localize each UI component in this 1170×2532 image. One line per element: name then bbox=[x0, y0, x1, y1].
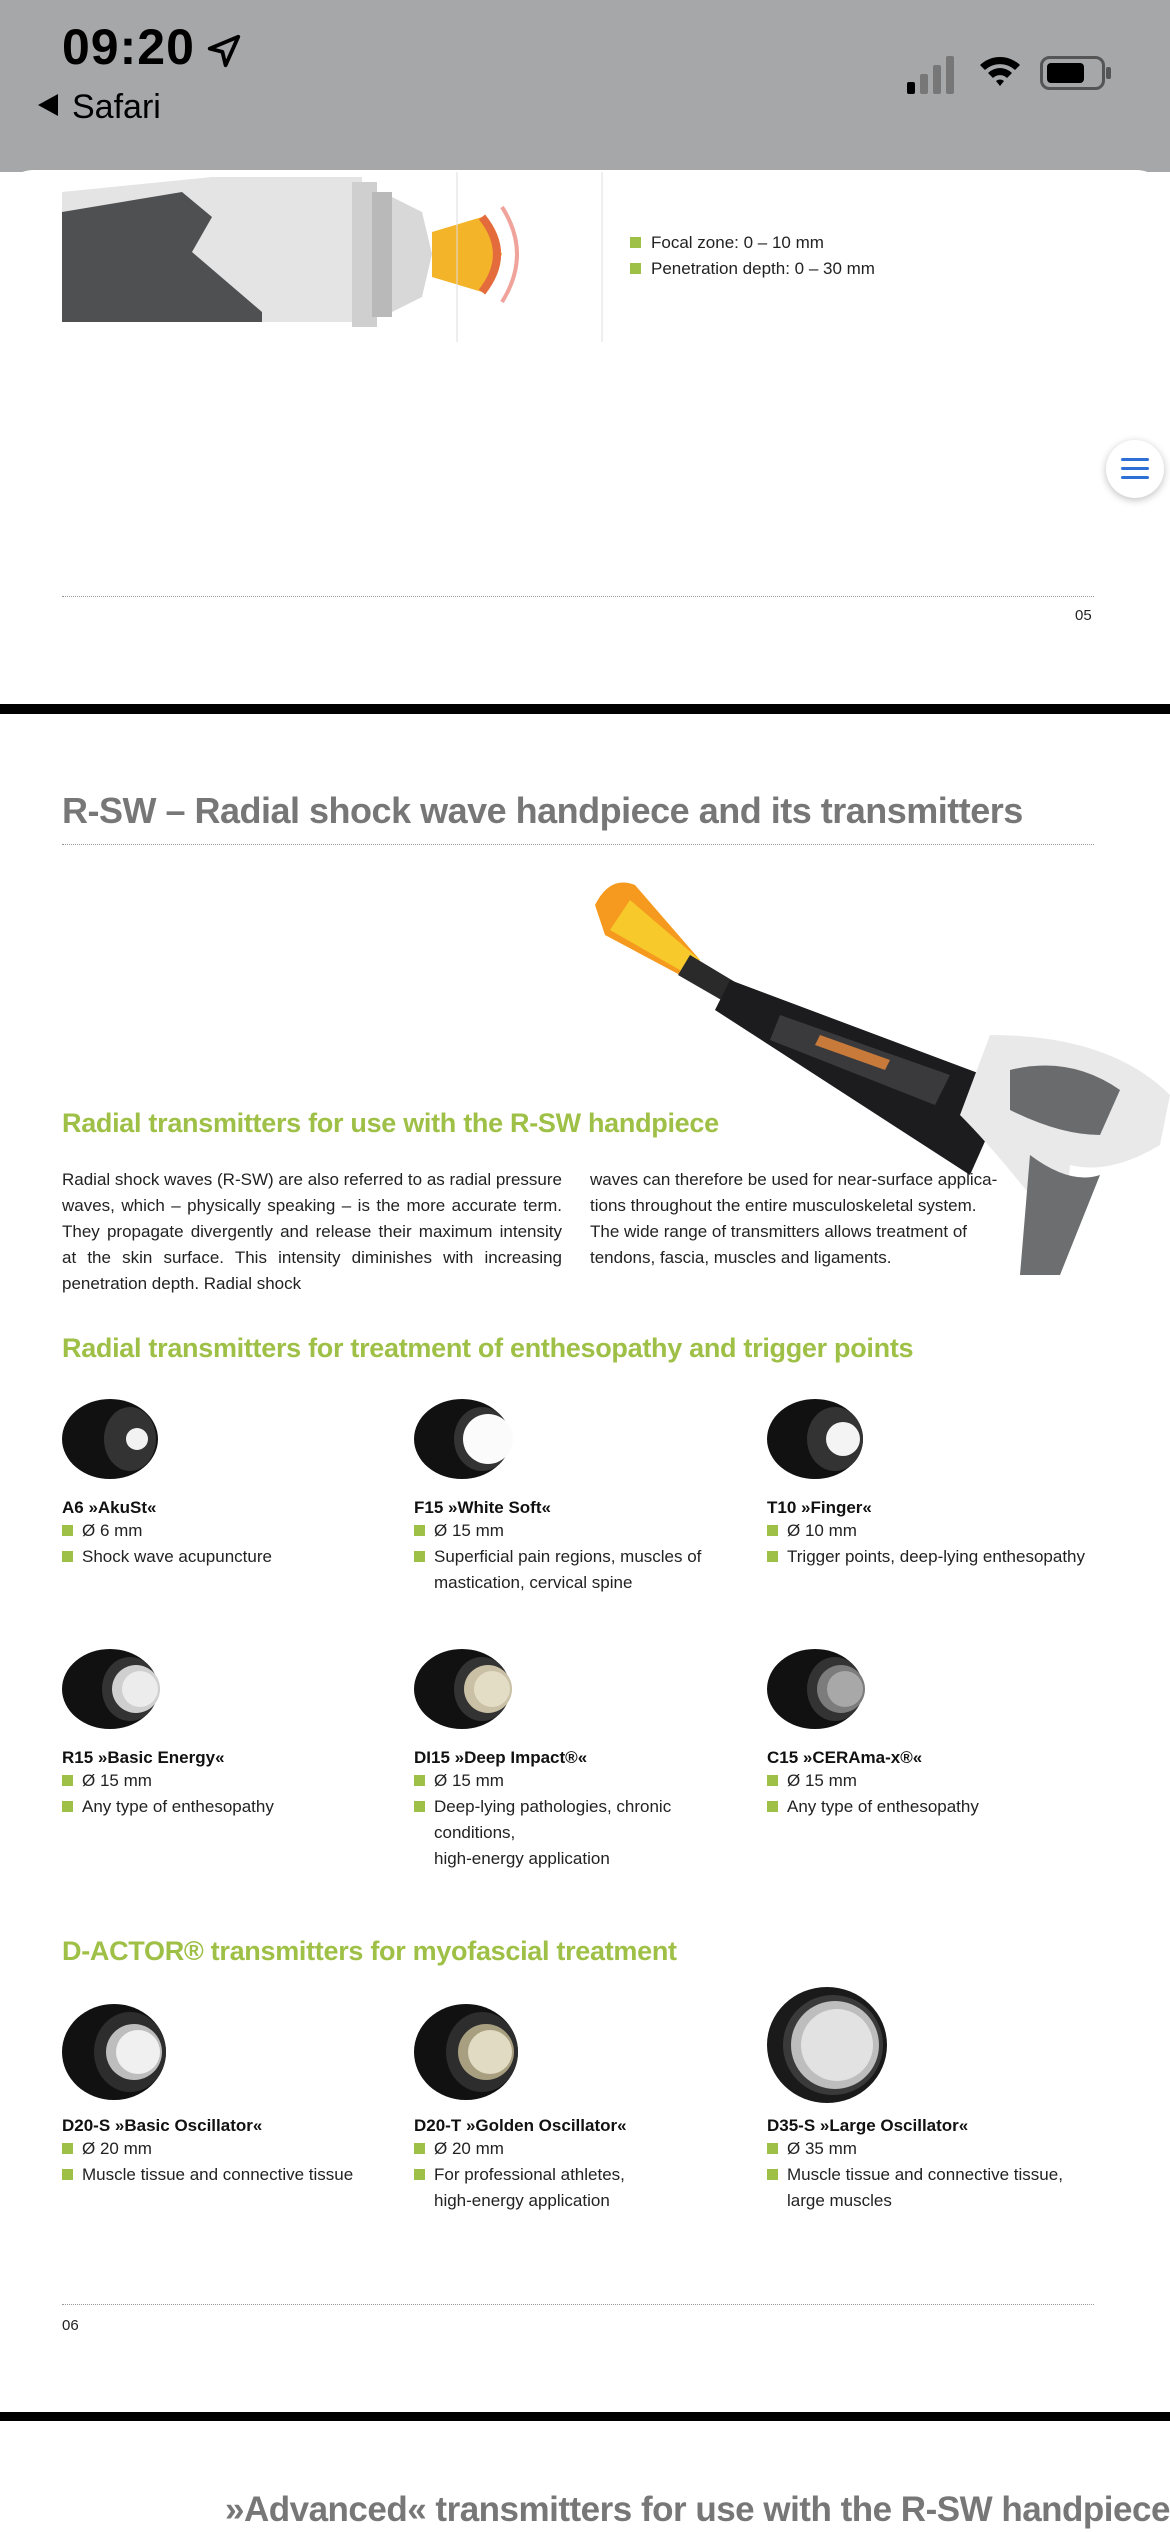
cellular-signal-icon bbox=[907, 54, 957, 94]
back-app-label: Safari bbox=[72, 88, 161, 126]
transmitter-diameter: Ø 15 mm bbox=[414, 1518, 744, 1544]
bullet-square-icon bbox=[767, 1525, 778, 1536]
dactor-d20t-image bbox=[414, 2002, 524, 2102]
bullet-square-icon bbox=[62, 2143, 73, 2154]
transmitter-a6 bbox=[62, 1498, 392, 1570]
transmitter-use: Any type of enthesopathy bbox=[62, 1794, 392, 1820]
transmitter-diameter: Ø 10 mm bbox=[767, 1518, 1127, 1544]
bullet-square-icon bbox=[62, 1801, 73, 1812]
bullet-square-icon bbox=[62, 2169, 73, 2180]
transmitter-name: D20-S »Basic Oscillator« bbox=[62, 2116, 263, 2135]
dactor-d20s bbox=[62, 2116, 392, 2188]
transmitter-name: D35-S »Large Oscillator« bbox=[767, 2116, 969, 2135]
bullet-square-icon bbox=[62, 1525, 73, 1536]
section-heading-radial: Radial transmitters for use with the R-SW handpiece bbox=[62, 1108, 719, 1138]
bullet-square-icon bbox=[414, 2169, 425, 2180]
transmitter-c15 bbox=[767, 1748, 1097, 1820]
bullet-square-icon bbox=[414, 1775, 425, 1786]
bullet-square-icon bbox=[414, 1801, 425, 1812]
bullet-square-icon bbox=[414, 1525, 425, 1536]
page-number: 06 bbox=[62, 2317, 79, 2334]
transmitter-use: For professional athletes, high-energy application bbox=[414, 2162, 744, 2214]
section-heading-dactor: D-ACTOR® transmitters for myofascial treatment bbox=[62, 1936, 677, 1966]
dactor-d20t bbox=[414, 2116, 744, 2214]
transmitter-use: Superficial pain regions, muscles of mastication, cervical spine bbox=[414, 1544, 744, 1596]
transmitter-t10 bbox=[767, 1498, 1127, 1570]
menu-button[interactable] bbox=[1106, 440, 1164, 498]
wifi-icon bbox=[978, 52, 1022, 90]
transmitter-name: D20-T »Golden Oscillator« bbox=[414, 2116, 627, 2135]
transmitter-name: R15 »Basic Energy« bbox=[62, 1748, 225, 1767]
transmitter-diameter: Ø 15 mm bbox=[62, 1768, 392, 1794]
status-time: 09:20 bbox=[62, 19, 195, 75]
transmitter-name: DI15 »Deep Impact®« bbox=[414, 1748, 588, 1767]
bullet-square-icon bbox=[767, 2143, 778, 2154]
transmitter-use: Any type of enthesopathy bbox=[767, 1794, 1097, 1820]
transmitter-di15-image bbox=[414, 1648, 514, 1730]
transmitter-c15-image bbox=[767, 1648, 867, 1730]
focused-handpiece-image bbox=[62, 172, 622, 342]
page-divider bbox=[0, 704, 1170, 714]
bullet-square-icon bbox=[62, 1551, 73, 1562]
page-title: R-SW – Radial shock wave handpiece and its transmitters bbox=[62, 790, 1023, 831]
transmitter-name: C15 »CERAma-x®« bbox=[767, 1748, 923, 1767]
transmitter-diameter: Ø 6 mm bbox=[62, 1518, 392, 1544]
footer-rule bbox=[62, 2304, 1094, 2305]
dactor-d35s-image bbox=[767, 1985, 891, 2105]
page-number: 05 bbox=[1075, 607, 1092, 624]
transmitter-diameter: Ø 15 mm bbox=[767, 1768, 1097, 1794]
bullet-square-icon bbox=[767, 1775, 778, 1786]
transmitter-diameter: Ø 20 mm bbox=[62, 2136, 392, 2162]
dactor-d20s-image bbox=[62, 2002, 172, 2102]
transmitter-name: T10 »Finger« bbox=[767, 1498, 872, 1517]
transmitter-di15 bbox=[414, 1748, 744, 1872]
spec-item: Penetration depth: 0 – 30 mm bbox=[630, 256, 875, 282]
spec-item: Focal zone: 0 – 10 mm bbox=[630, 230, 875, 256]
title-rule bbox=[62, 844, 1094, 845]
back-to-app-button[interactable] bbox=[38, 88, 161, 127]
back-arrow-icon bbox=[38, 94, 58, 116]
bullet-square-icon bbox=[767, 1801, 778, 1812]
intro-column-1: Radial shock waves (R-SW) are also referred to as radial pressure waves, which – physically speaking – is the more accurate term. They propagate divergently and release their maximum intensity at the skin surface. This intensity diminishes with increasing penetration depth. Radial shock bbox=[62, 1170, 562, 1293]
location-arrow-icon bbox=[205, 32, 243, 70]
spec-list bbox=[630, 230, 875, 282]
transmitter-use: Muscle tissue and connective tissue, large muscles bbox=[767, 2162, 1097, 2214]
page-divider bbox=[0, 2412, 1170, 2421]
hamburger-icon bbox=[1121, 458, 1149, 480]
transmitter-name: A6 »AkuSt« bbox=[62, 1498, 157, 1517]
transmitter-name: F15 »White Soft« bbox=[414, 1498, 551, 1517]
bullet-square-icon bbox=[630, 263, 641, 274]
transmitter-diameter: Ø 15 mm bbox=[414, 1768, 744, 1794]
bullet-square-icon bbox=[767, 1551, 778, 1562]
bullet-square-icon bbox=[414, 1551, 425, 1562]
transmitter-t10-image bbox=[767, 1398, 867, 1480]
transmitter-diameter: Ø 35 mm bbox=[767, 2136, 1097, 2162]
battery-icon bbox=[1040, 56, 1112, 90]
transmitter-r15 bbox=[62, 1748, 392, 1820]
transmitter-use: Shock wave acupuncture bbox=[62, 1544, 392, 1570]
transmitter-use: Trigger points, deep-lying enthesopathy bbox=[767, 1544, 1127, 1570]
dactor-d35s bbox=[767, 2116, 1097, 2214]
bullet-square-icon bbox=[414, 2143, 425, 2154]
transmitter-f15-image bbox=[414, 1398, 514, 1480]
transmitter-r15-image bbox=[62, 1648, 162, 1730]
transmitter-f15 bbox=[414, 1498, 744, 1596]
transmitter-diameter: Ø 20 mm bbox=[414, 2136, 744, 2162]
transmitter-use: Muscle tissue and connective tissue bbox=[62, 2162, 392, 2188]
transmitter-use: Deep-lying pathologies, chronic conditions, high-energy application bbox=[414, 1794, 744, 1872]
bullet-square-icon bbox=[62, 1775, 73, 1786]
transmitter-a6-image bbox=[62, 1398, 162, 1480]
footer-rule bbox=[62, 596, 1094, 597]
intro-column-2: waves can therefore be used for near-surface applica-tions throughout the entire musculoskeletal system. The wide range of transmitters allows treatment of tendons, fascia, muscles and ligaments. bbox=[590, 1170, 998, 1267]
bullet-square-icon bbox=[767, 2169, 778, 2180]
next-page-title: »Advanced« transmitters for use with the R-SW handpiece bbox=[225, 2490, 1170, 2529]
section-heading-enthesopathy: Radial transmitters for treatment of enthesopathy and trigger points bbox=[62, 1333, 914, 1363]
bullet-square-icon bbox=[630, 237, 641, 248]
